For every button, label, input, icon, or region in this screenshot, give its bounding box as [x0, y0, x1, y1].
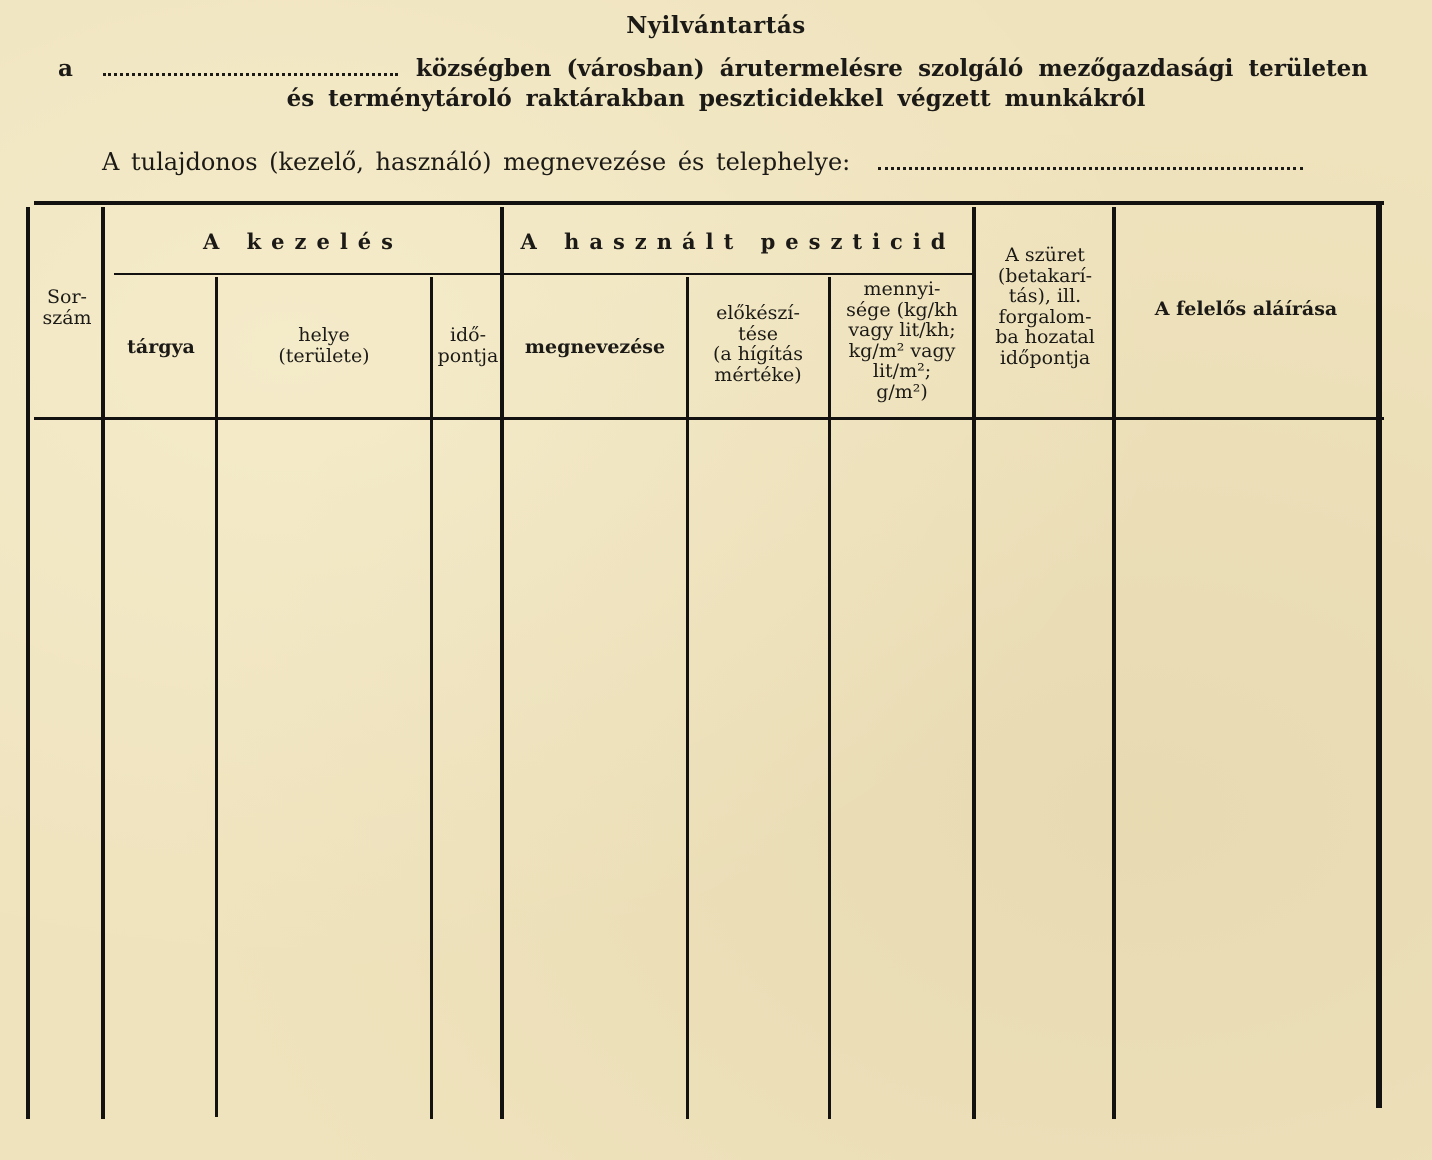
header-szuret-line: ba hozatal — [995, 326, 1095, 349]
subtitle-words — [416, 55, 1368, 82]
body-cell-felelos[interactable] — [1116, 421, 1376, 1117]
records-table — [34, 201, 1384, 1121]
header-szuret-line: tás), ill. — [1008, 285, 1082, 308]
subtitle-prefix: a — [58, 55, 73, 82]
header-helye-line: (területe) — [278, 344, 370, 367]
subtitle-word: mezőgazdasági — [1038, 55, 1234, 82]
body-cell-elokeszitese[interactable] — [689, 421, 828, 1117]
subtitle-word: (városban) — [566, 55, 705, 82]
body-cell-sorszam[interactable] — [30, 421, 101, 1117]
header-mennyisege-line: mennyi- — [863, 278, 941, 300]
subtitle-word: árutermelésre — [719, 55, 903, 82]
header-mennyisege-line: kg/m² vagy — [848, 339, 956, 362]
header-szuret — [976, 245, 1114, 368]
municipality-blank[interactable] — [103, 59, 398, 76]
subtitle-line-1 — [58, 55, 1368, 82]
header-elokeszitese-line: előkészí- — [716, 302, 800, 324]
header-szuret-line: forgalom- — [998, 305, 1092, 328]
body-cell-idopontja[interactable] — [433, 421, 500, 1117]
header-mennyisege — [830, 279, 974, 402]
header-elokeszitese-line: mértéke) — [714, 363, 802, 386]
header-megnevezese: megnevezése — [524, 336, 666, 358]
subtitle-line-2: és terménytároló raktárakban peszticidekkel végzett munkákról — [286, 85, 1146, 112]
header-bottom-border — [34, 417, 1384, 420]
header-idopontja — [432, 325, 504, 366]
header-helye — [218, 325, 430, 366]
header-helye-line: helye — [298, 324, 350, 346]
group-separator — [114, 273, 972, 275]
owner-label: A tulajdonos (kezelő, használó) megnevezése és telephelye: — [102, 148, 851, 176]
header-elokeszitese-line: tése — [738, 322, 778, 345]
owner-line — [102, 148, 1303, 176]
body-cell-targya[interactable] — [105, 421, 215, 1117]
header-sorszam-line: Sor- — [47, 286, 87, 308]
header-szuret-line: időpontja — [999, 346, 1091, 369]
table-right-border — [1376, 203, 1382, 1108]
header-sorszam — [28, 287, 106, 328]
header-felelos: A felelős aláírása — [1154, 298, 1338, 320]
body-cell-mennyisege[interactable] — [831, 421, 972, 1117]
header-mennyisege-line: sége (kg/kh — [846, 298, 958, 321]
header-mennyisege-line: lit/m²; — [872, 360, 932, 383]
header-sorszam-line: szám — [42, 306, 92, 329]
header-elokeszitese-line: (a hígítás — [712, 343, 804, 366]
header-idopontja-line: idő- — [449, 324, 487, 346]
body-cell-helye[interactable] — [218, 421, 430, 1117]
body-cell-szuret[interactable] — [976, 421, 1112, 1117]
subtitle-word: területen — [1248, 55, 1368, 82]
header-targya: tárgya — [127, 336, 195, 358]
group-header-peszticid: A használt peszticid — [520, 229, 956, 254]
table-top-border — [34, 201, 1384, 205]
owner-blank[interactable] — [878, 153, 1303, 170]
header-szuret-line: (betakarí- — [997, 264, 1093, 287]
subtitle-word: szolgáló — [918, 55, 1024, 82]
group-header-kezeles: A kezelés — [203, 229, 403, 254]
header-mennyisege-line: g/m²) — [876, 380, 928, 403]
header-idopontja-line: pontja — [437, 344, 499, 367]
header-szuret-line: A szüret — [1005, 244, 1085, 266]
body-cell-megnevezese[interactable] — [504, 421, 686, 1117]
subtitle-word: községben — [415, 55, 552, 82]
header-mennyisege-line: vagy lit/kh; — [848, 319, 956, 342]
document-title: Nyilvántartás — [626, 12, 806, 39]
header-elokeszitese — [688, 303, 828, 385]
